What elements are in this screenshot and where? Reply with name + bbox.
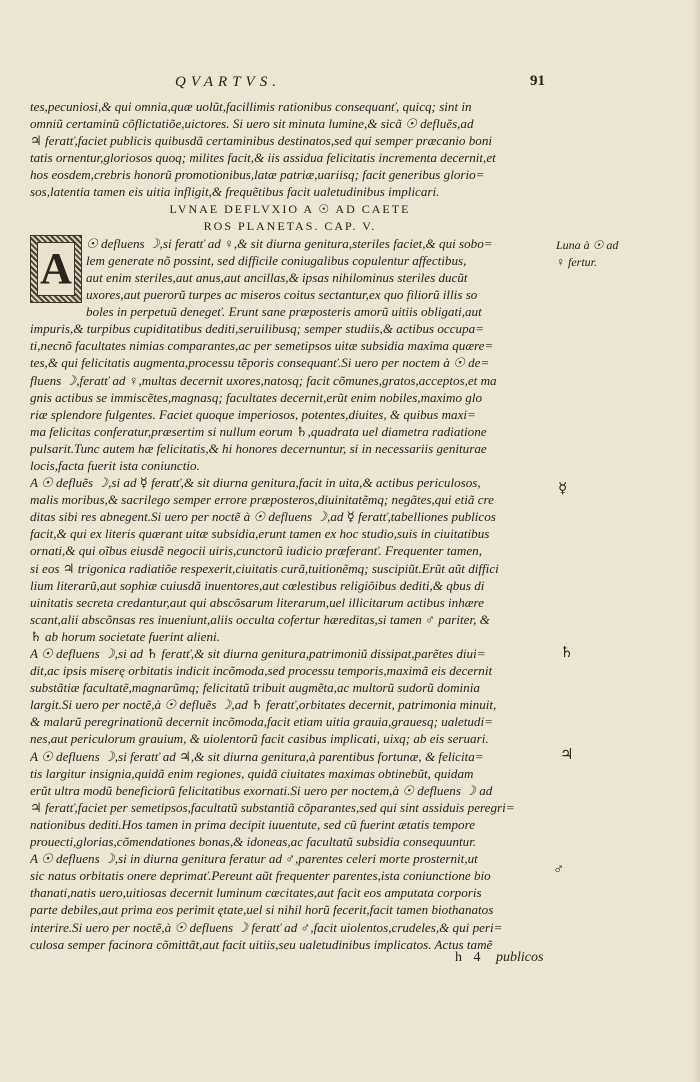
text-line: tatis ornentur,gloriosos quoq; milites facit,& iis assidua felicitatis incrementa decernit,et	[30, 150, 496, 166]
text-line: ♃ feratť,faciet publicis quibusdã certaminibus destinatos,sed qui semper præcanio boni	[30, 133, 493, 149]
paragraph-3	[30, 474, 550, 645]
text-line: riæ splendore fulgentes. Faciet quoque imperiosos, potentes,diuites, & quibus maxi=	[30, 406, 476, 422]
decorated-initial	[30, 235, 82, 303]
text-line: substãtiæ facultatẽ,magnarũmq; felicitatũ tribuit augmẽta,ac multorũ sudorũ dominia	[30, 680, 480, 696]
text-line: gnis actibus se immiscẽtes,magnasq; facultates decernit,erũt enim nobiles,maximo glo	[30, 389, 483, 405]
text-line: prouecti,glorias,cõmendationes bonas,& idoneas,ac facultatũ subsidia consequuntur.	[30, 834, 477, 850]
text-line: uxores,aut puerorũ turpes ac miseros coitus sectantur,ex quo filiorũ illis so	[86, 287, 478, 303]
text-line: largit.Si uero per noctẽ,à ☉ defluẽs ☽,ad ♄ feratť,orbitates decernit, patrimonia minuit,	[30, 697, 497, 713]
text-line: fluens ☽,feratť ad ♀,multas decernit uxores,natosq; facit cõmunes,gratos,acceptos,et ma	[30, 372, 497, 388]
text-line: interire.Si uero per noctẽ,à ☉ defluens ☽ feratť ad ♂,facit uiolentos,crudeles,& qui peri=	[30, 919, 503, 935]
text-line: A ☉ defluẽs ☽,si ad ☿ feratť,& sit diurna genitura,facit in uita,& actibus periculosos,	[30, 475, 481, 491]
text-line: ♄ ab horum societate fuerint alieni.	[30, 628, 220, 644]
paragraph-5	[30, 748, 550, 851]
text-line: sos,latentia tamen eis uitia infligit,& frequẽtibus facit ualetudinibus implicari.	[30, 184, 440, 200]
text-line: aut enim steriles,aut anus,aut ancillas,& ipsas nihilominus steriles ducũt	[86, 269, 468, 285]
running-head: QVARTVS.	[175, 74, 281, 90]
main-text	[30, 98, 550, 953]
text-line: tes,& qui felicitatis augmenta,processu tẽporis consequanť.Si uero per noctem à ☉ de=	[30, 355, 490, 371]
text-line: uinitatis secreta credantur,aut qui abscõsarum literarum,uel illicitarum actibus inhære	[30, 594, 484, 610]
margin-note	[556, 237, 618, 271]
text-line: locis,facta fuerit ista coniunctio.	[30, 457, 200, 473]
folio-number: 91	[530, 73, 545, 89]
text-line: erũt ultra modũ beneficiorũ felicitatibus exornati.Si uero per noctem,à ☉ defluens ☽ ad	[30, 782, 493, 798]
mercury-symbol-icon: ☿	[558, 481, 568, 497]
text-line: ornati,& qui oĩbus eiusdẽ negocii uiris,cunctorũ iudicio præferanť. Frequenter tamen,	[30, 543, 482, 559]
text-line: facit,& qui ex literis quærant uitæ subsidia,erunt tamen ex hoc studio,suis in ciuitatibus	[30, 526, 490, 542]
text-line: lium literarũ,aut sophiæ cuiusdã inuentores,aut cœlestibus religiõibus dediti,& qbus di	[30, 577, 485, 593]
text-line: ti,necnõ facultates nimias comparantes,ac per semetipsos uitæ subsidia maxima quære=	[30, 338, 494, 354]
text-line: pulsarit.Tunc autem hæ felicitatis,& hi honores decernuntur, si in necessariis geniturae	[30, 440, 487, 456]
page-edge-shadow	[692, 0, 700, 1082]
paragraph-6	[30, 850, 550, 953]
text-line: ☉ defluens ☽,si feratť ad ♀,& sit diurna genitura,steriles faciet,& qui sobo=	[86, 235, 493, 251]
paragraph-2	[30, 320, 550, 474]
text-line: ma felicitas conferatur,præsertim si nullum eorum ♄,quadrata uel diametra radiatione	[30, 423, 487, 439]
margin-note-line: Luna à ☉ ad	[556, 238, 619, 252]
text-line: dit,ac ipsis miserę orbitatis indicit incõmoda,sed processu temporis,maximã eis decernit	[30, 663, 493, 679]
saturn-symbol-icon: ♄	[560, 645, 574, 661]
chapter-title-line: LVNAE DEFLVXIO A ☉ AD CAETE	[169, 201, 411, 216]
text-line: thanati,natis uero,uitiosas decernit luminum cæcitates,aut facit eos amputata corporis	[30, 885, 482, 901]
text-line: nationibus dediti.Hos tamen in prima decipit iuuentute, sed cũ fuerint ætatis tempore	[30, 816, 476, 832]
text-line: omniũ certaminũ cõflictatiõe,uictores. Si uero sit minuta lumine,& sicã ☉ defluẽs,ad	[30, 116, 474, 132]
text-line: A ☉ defluens ☽,si in diurna genitura feratur ad ♂,parentes celeri morte prosternit,ut	[30, 851, 478, 867]
text-line: nes,aut periculorum grauium, & uiolentorũ facit casibus implicati, uixq; ab eis seruari.	[30, 731, 489, 747]
text-line: scant,alii abscõnsas res inueniunt,aliis occulta cofertur hæreditas,si tamen ♂ pariter, &	[30, 611, 490, 627]
text-line: A ☉ defluens ☽,si ad ♄ feratť,& sit diurna genitura,patrimoniũ dissipat,parẽtes diui=	[30, 646, 486, 661]
chapter-title	[30, 201, 550, 235]
text-line: A ☉ defluens ☽,si feratť ad ♃,& sit diurna genitura,à parentibus fortunæ, & felicita=	[30, 748, 484, 764]
page-footer	[0, 950, 700, 974]
text-line: tis largitur insignia,quidã enim regiones, quidã ciuitates maximas obtinebũt, quidam	[30, 765, 474, 781]
paragraph-1	[30, 98, 550, 201]
signature-mark: h 4	[455, 950, 485, 965]
catchword: publicos	[496, 950, 544, 965]
text-line: hos eosdem,crebris honorũ promotionibus,latæ patriæ,uariisq; facit generibus glorio=	[30, 167, 485, 183]
opening-paragraph	[30, 235, 550, 320]
initial-letter: A	[37, 242, 75, 296]
text-line: boles in perpetuũ denegeť. Erunt sane præposteris amorũ uitiis obligati,aut	[86, 304, 482, 320]
chapter-title-line: ROS PLANETAS. CAP. V.	[203, 218, 377, 233]
text-line: ♃ feratť,faciet per semetipsos,facultatũ substantiã cõparantes,sed qui sint assiduis peregri=	[30, 799, 515, 815]
margin-note-line: ♀ fertur.	[556, 255, 598, 269]
text-line: si eos ♃ trigonica radiatiõe respexerit,ciuitatis curã,tuitionẽmq; suscipiũt.Erũt aũt diffici	[30, 560, 499, 576]
mars-symbol-icon: ♂	[553, 862, 565, 878]
paragraph-4	[30, 645, 550, 748]
text-line: sic natus orbitatis onere deprimať.Pereunt aũt frequenter parentes,ista coniunctione bio	[30, 868, 491, 884]
text-line: parte debiles,aut prima eos perimit ętate,uel si nihil horũ fecerit,facit tamen biothanatos	[30, 902, 494, 918]
dropcap-lines	[86, 235, 550, 320]
text-line: & malarũ peregrinationũ decernit incõmoda,facit etiam uitia grauia,grauesq; ualetudi=	[30, 714, 493, 730]
text-line: lem generate nõ possint, sed difficile coniugalibus copulentur affectibus,	[86, 252, 467, 268]
page-header	[0, 74, 700, 98]
text-line: impuris,& turpibus cupiditatibus dediti,seruilibusq; semper studiis,& actibus occupa=	[30, 321, 485, 337]
jupiter-symbol-icon: ♃	[560, 747, 574, 763]
text-line: malis moribus,& sacrilego semper errore præposteros,diuinitatẽmq; negãtes,qui etiã cre	[30, 492, 494, 508]
text-line: tes,pecuniosi,& qui omnia,quæ uolũt,facillimis rationibus consequanť, quicq; sint in	[30, 99, 472, 114]
text-line: culosa semper facinora cõmittãt,aut facit uitiis,seu ualetudinibus implicatos. Actus tamẽ	[30, 936, 493, 952]
text-line: ditas sibi res abnegent.Si uero per noctẽ à ☉ defluens ☽,ad ☿ feratť,tabelliones publicos	[30, 509, 496, 525]
